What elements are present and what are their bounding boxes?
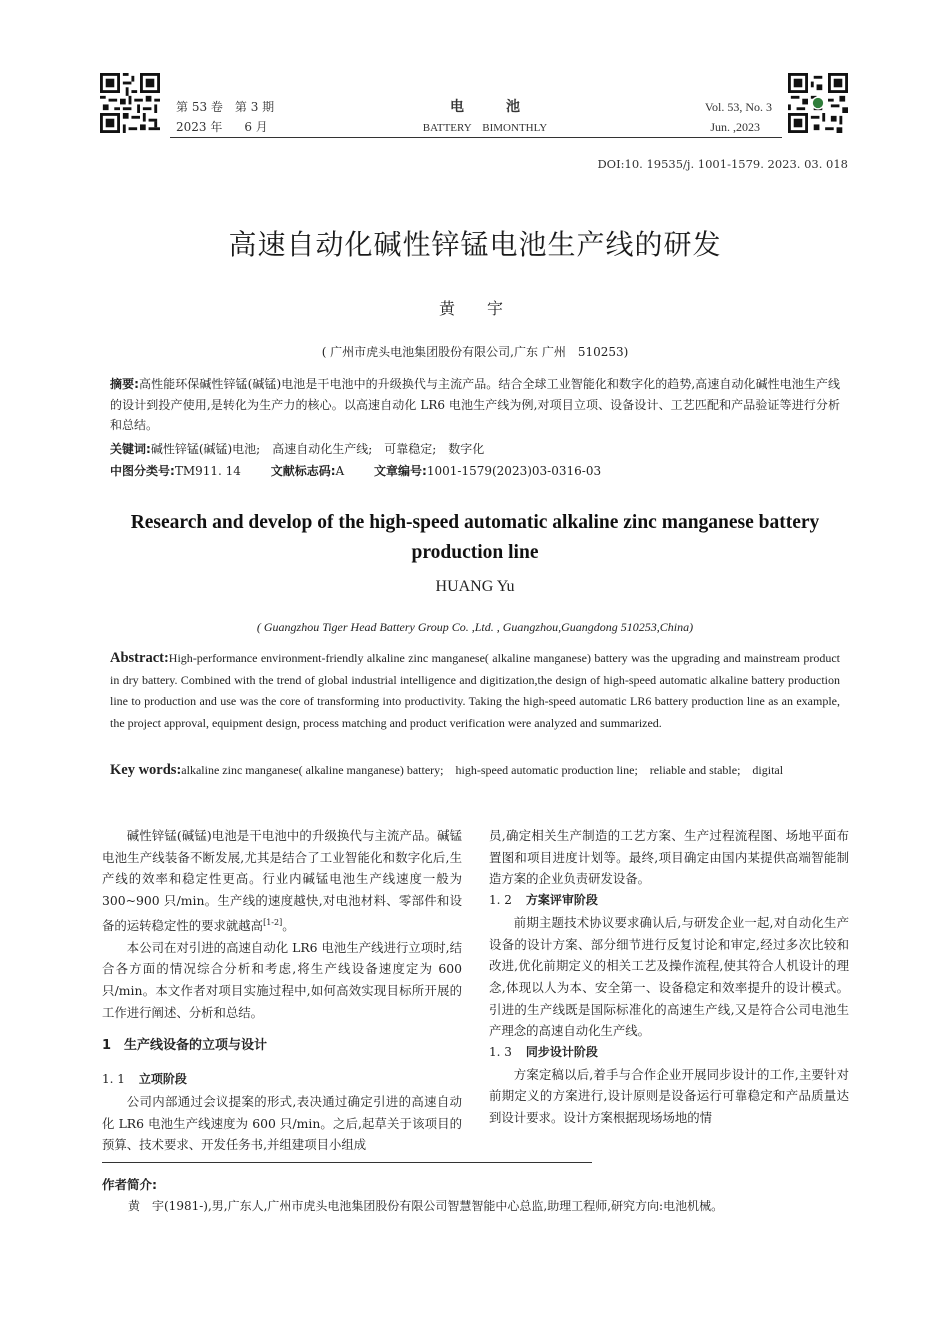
body-paragraph: 碱性锌锰(碱锰)电池是干电池中的升级换代与主流产品。碱锰电池生产线装备不断发展,尤其是结合了工业智能化和数字化后,生产线的效率和稳定性更高。行业内碱锰电池生产线速度一般为 300~900 只/min。生产线的速度越快,对电池材料、零部件和设备的运转稳定性的要求就越高[1-2]。 bbox=[102, 828, 462, 933]
header-rule bbox=[170, 137, 782, 138]
page-title-cn: 高速自动化碱性锌锰电池生产线的研发 bbox=[228, 228, 722, 261]
abstract-cn-text: 高性能环保碱性锌锰(碱锰)电池是干电池中的升级换代与主流产品。结合全球工业智能化和数字化的趋势,高速自动化碱性电池生产线的设计到投产使用,是转化为生产力的核心。以高速自动化 LR6 电池生产线为例,对项目立项、设备设计、工艺匹配和产品验证等进行分析和总结。 bbox=[110, 377, 840, 432]
subsection-heading: 1. 3 同步设计阶段 bbox=[489, 1045, 598, 1060]
classification-line bbox=[110, 461, 840, 482]
clc-value: TM911. 14 bbox=[174, 464, 241, 478]
body-paragraph: 公司内部通过会议提案的形式,表决通过确定引进的高速自动化 LR6 电池生产线速度为 600 只/min。之后,起草关于该项目的预算、技术要求、开发任务书,并组建项目小组成 bbox=[102, 1093, 462, 1153]
body-paragraph: 前期主题技术协议要求确认后,与研发企业一起,对自动化生产设备的设计方案、部分细节进行反复讨论和审定,经过多次比较和改进,优化前期定义的相关工艺及操作流程,使其符合人机设计的理念,体现以人为本、安全第一、设备稳定和效率提升的设计模式。引进的生产线既是国际标准化的高速生产线,又是符合公司电池生产理念的高速自动化生产线。 bbox=[489, 914, 849, 1039]
affiliation-en: ( Guangzhou Tiger Head Battery Group Co. ,Ltd. , Guangzhou,Guangdong 510253,China) bbox=[256, 620, 694, 634]
keywords-en-text: alkaline zinc manganese( alkaline manganese) battery; high-speed automatic production line; reliable and stable; digital bbox=[181, 763, 784, 777]
article-number-value: 1001-1579(2023)03-0316-03 bbox=[426, 464, 602, 478]
footnote-rule bbox=[102, 1162, 592, 1163]
subsection-heading: 1. 2 方案评审阶段 bbox=[489, 893, 598, 908]
left-qr-code bbox=[100, 73, 160, 133]
subsection-heading: 1. 1 立项阶段 bbox=[102, 1072, 187, 1087]
header-year-month: 2023 年 6 月 bbox=[176, 120, 268, 134]
header-vol-en: Vol. 53, No. 3 bbox=[704, 100, 772, 114]
abstract-cn bbox=[110, 374, 840, 436]
body-paragraph: 本公司在对引进的高速自动化 LR6 电池生产线进行立项时,结合各方面的情况综合分析和考虑,将生产线设备速度定为 600 只/min。本文作者对项目实施过程中,如何高效实现目标所开展的工作进行阐述、分析和总结。 bbox=[102, 939, 462, 1020]
citation-ref: [1-2] bbox=[263, 917, 283, 927]
body-right-column bbox=[489, 825, 849, 1129]
page-title-en: Research and develop of the high-speed automatic alkaline zinc manganese battery production line bbox=[130, 512, 820, 563]
header-date-en: Jun. ,2023 bbox=[710, 120, 760, 134]
footnote-label: 作者简介: bbox=[102, 1177, 157, 1192]
body-paragraph: 方案定稿以后,着手与合作企业开展同步设计的工作,主要针对前期定义的方案进行,设计原则是设备运行可靠稳定和产品质量达到设计要求。设计方案根据现场场地的情 bbox=[489, 1066, 849, 1126]
body-left-column bbox=[102, 825, 462, 1156]
keywords-cn bbox=[110, 439, 840, 460]
affiliation-cn: ( 广州市虎头电池集团股份有限公司,广东 广州 510253) bbox=[321, 345, 629, 359]
right-qr-code bbox=[788, 73, 848, 133]
clc-label: 中图分类号: bbox=[110, 464, 175, 478]
journal-title-en: BATTERY BIMONTHLY bbox=[422, 122, 548, 134]
article-number-label: 文章编号: bbox=[374, 464, 427, 478]
author-en: HUANG Yu bbox=[435, 578, 515, 595]
header-volume-issue: 第 53 卷 第 3 期 bbox=[176, 100, 275, 114]
doi: DOI:10. 19535/j. 1001-1579. 2023. 03. 018 bbox=[597, 157, 848, 171]
author-cn: 黄 宇 bbox=[438, 299, 511, 318]
body-paragraph-continued: 员,确定相关生产制造的工艺方案、生产过程流程图、场地平面布置图和项目进度计划等。最终,项目确定由国内某提供高端智能制造方案的企业负责研发设备。 bbox=[489, 828, 849, 887]
doc-code-value: A bbox=[335, 464, 345, 478]
keywords-cn-label: 关键词: bbox=[110, 442, 151, 456]
doc-code-label: 文献标志码: bbox=[270, 464, 336, 478]
footnote-text: 黄 宇(1981-),男,广东人,广州市虎头电池集团股份有限公司智慧智能中心总监,助理工程师,研究方向:电池机械。 bbox=[128, 1199, 724, 1213]
abstract-en-text: High-performance environment-friendly alkaline zinc manganese( alkaline manganese) battery was the upgrading and mainstream product in dry battery. Combined with the trend of global industrial intelligence and digitization,the design of high-speed automatic alkaline battery production line to production and use was the core of transforming into productivity. Taking the high-speed automatic LR6 battery production line as an example, the project approval, equipment design, process matching and product verification were analyzed and summarized. bbox=[110, 651, 840, 731]
section-heading: 1 生产线设备的立项与设计 bbox=[102, 1038, 268, 1054]
keywords-en bbox=[110, 760, 840, 782]
abstract-cn-label: 摘要: bbox=[110, 377, 139, 391]
journal-title-cn: 电 池 bbox=[450, 99, 520, 115]
abstract-en bbox=[110, 648, 840, 735]
keywords-en-label: Key words: bbox=[110, 762, 182, 778]
keywords-cn-text: 碱性锌锰(碱锰)电池; 高速自动化生产线; 可靠稳定; 数字化 bbox=[150, 442, 485, 456]
abstract-en-label: Abstract: bbox=[110, 650, 169, 666]
